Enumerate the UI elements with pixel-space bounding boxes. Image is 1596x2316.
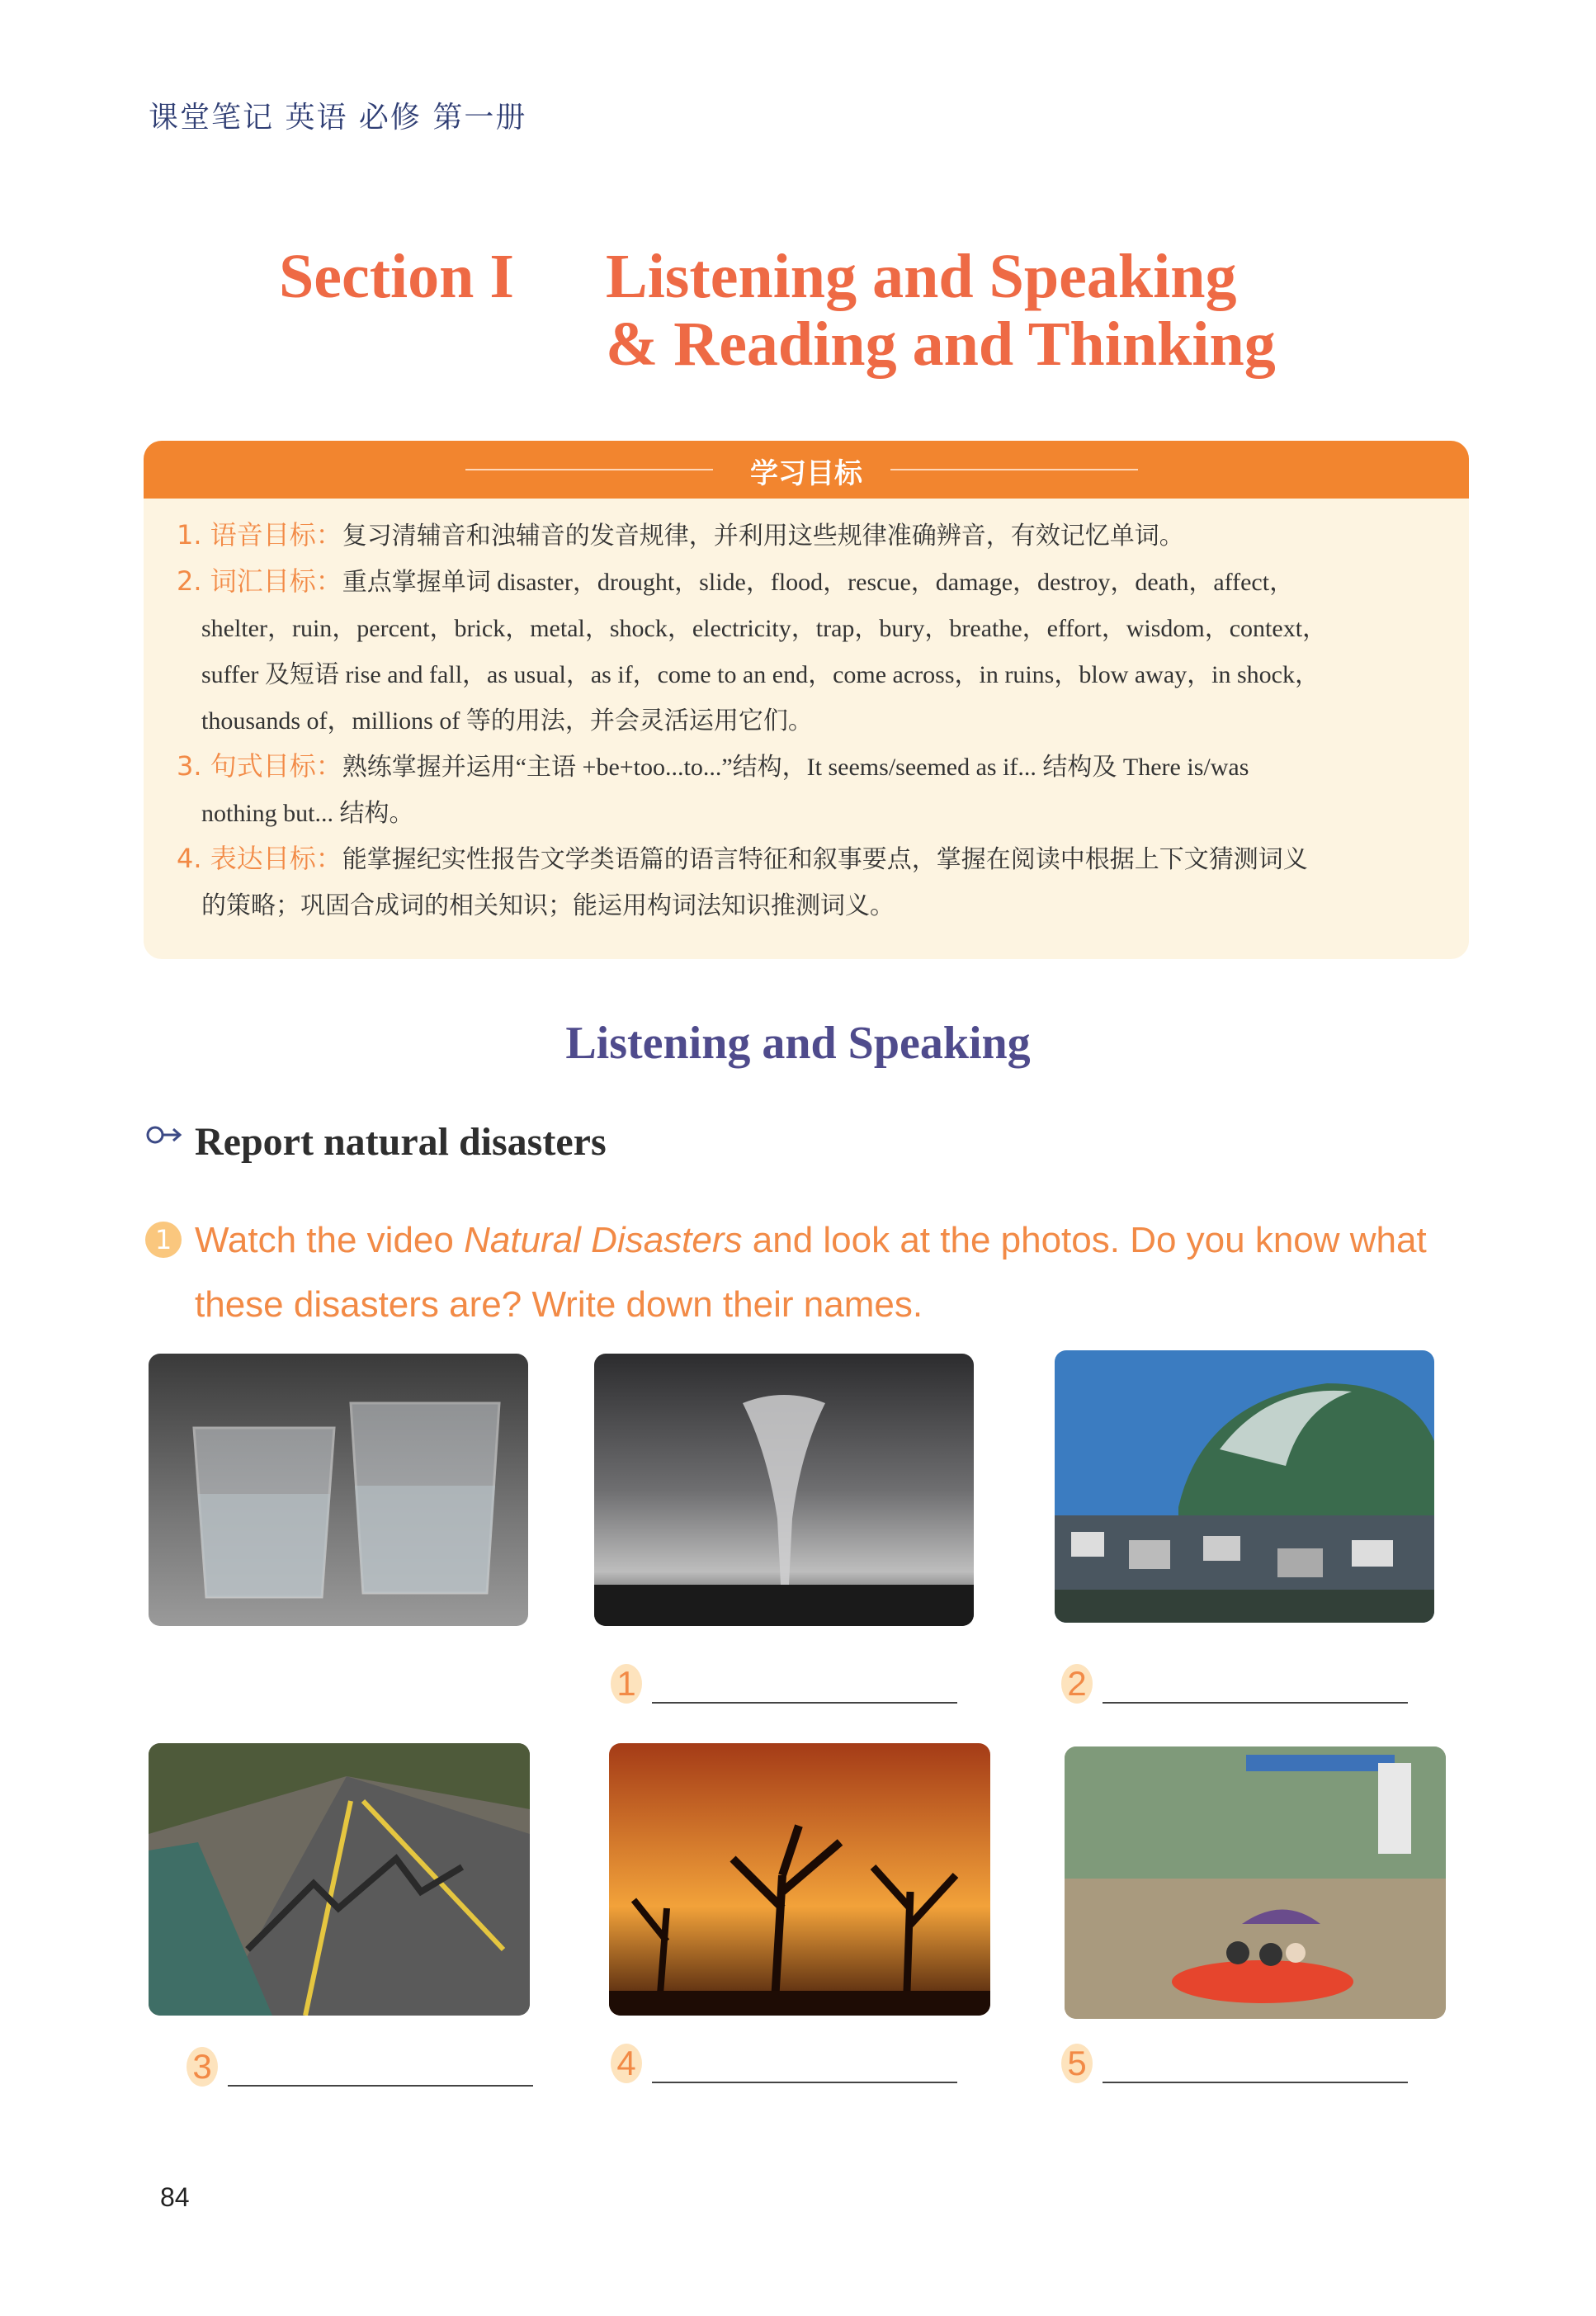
goal-label: 4. 表达目标： xyxy=(177,843,342,874)
answer-line[interactable] xyxy=(228,2057,533,2087)
section-title-line2: & Reading and Thinking xyxy=(606,310,1276,379)
instruction-part: and look at the photos. Do you know what these disasters are? Write down their names. xyxy=(195,1220,1427,1325)
goal-item-4 xyxy=(177,835,1439,929)
goal-cont: shelter，ruin，percent，brick，metal，shock，electricity，trap，bury，breathe，effort，wisdom，context， xyxy=(201,615,1328,642)
goal-item-1 xyxy=(177,512,1439,560)
header-rule-right xyxy=(890,469,1138,470)
blank-number: 3 xyxy=(187,2047,218,2087)
answer-blank-1[interactable] xyxy=(611,1664,957,1704)
goal-cont: thousands of，millions of 等的用法，并会灵活运用它们。 xyxy=(201,707,813,735)
goal-label: 2. 词汇目标： xyxy=(177,565,342,597)
flood-rescue-photo xyxy=(1065,1746,1446,2019)
tsunami-photo xyxy=(1055,1350,1434,1623)
key-arrow-icon xyxy=(145,1123,185,1151)
goal-text: 熟练掌握并运用“主语 +be+too...to...”结构，It seems/seemed as if... 结构及 There is/was xyxy=(342,754,1249,781)
exercise-instruction xyxy=(195,1208,1490,1337)
answer-blank-4[interactable] xyxy=(611,2044,957,2083)
blank-number: 2 xyxy=(1061,1664,1093,1704)
blank-number: 1 xyxy=(611,1664,642,1704)
goal-label: 3. 句式目标： xyxy=(177,750,342,782)
goal-item-2 xyxy=(177,558,1439,744)
answer-line[interactable] xyxy=(652,2054,957,2083)
goal-text: 能掌握纪实性报告文学类语篇的语言特征和叙事要点，掌握在阅读中根据上下文猜测词义 xyxy=(342,846,1308,873)
earthquake-road-photo xyxy=(149,1743,530,2016)
video-title: Natural Disasters xyxy=(464,1220,743,1260)
water-glasses-photo xyxy=(149,1354,528,1626)
page-number: 84 xyxy=(160,2182,190,2212)
goal-cont: nothing but... 结构。 xyxy=(201,800,414,827)
listening-speaking-heading: Listening and Speaking xyxy=(565,1018,1031,1069)
report-disasters-heading: Report natural disasters xyxy=(195,1120,607,1164)
answer-blank-3[interactable] xyxy=(187,2047,533,2087)
answer-line[interactable] xyxy=(652,1674,957,1704)
blank-number: 5 xyxy=(1061,2044,1093,2083)
instruction-part: Watch the video xyxy=(195,1220,465,1260)
goal-cont: suffer 及短语 rise and fall，as usual，as if，come to an end，come across，in ruins，blow away，in shock， xyxy=(201,661,1320,688)
goal-label: 1. 语音目标： xyxy=(177,519,342,551)
answer-blank-5[interactable] xyxy=(1061,2044,1408,2083)
goal-cont: 的策略；巩固合成词的相关知识；能运用构词法知识推测词义。 xyxy=(201,892,895,919)
answer-line[interactable] xyxy=(1103,2054,1408,2083)
answer-blank-2[interactable] xyxy=(1061,1664,1408,1704)
header-note: 课堂笔记 英语 必修 第一册 xyxy=(149,101,527,135)
wildfire-photo xyxy=(609,1743,990,2016)
section-title-line1: Listening and Speaking xyxy=(606,242,1237,311)
section-label: Section I xyxy=(279,242,514,311)
goal-text: 复习清辅音和浊辅音的发音规律，并利用这些规律准确辨音，有效记忆单词。 xyxy=(342,522,1184,550)
blank-number: 4 xyxy=(611,2044,642,2083)
learning-goals-header xyxy=(144,441,1469,499)
learning-goals-title: 学习目标 xyxy=(750,457,862,490)
goal-item-3 xyxy=(177,743,1439,837)
goal-text: 重点掌握单词 disaster，drought，slide，flood，rescue，damage，destroy，death，affect， xyxy=(342,569,1295,596)
exercise-number: 1 xyxy=(145,1222,182,1258)
learning-goals-box xyxy=(144,441,1469,959)
answer-line[interactable] xyxy=(1103,1674,1408,1704)
tornado-photo xyxy=(594,1354,974,1626)
